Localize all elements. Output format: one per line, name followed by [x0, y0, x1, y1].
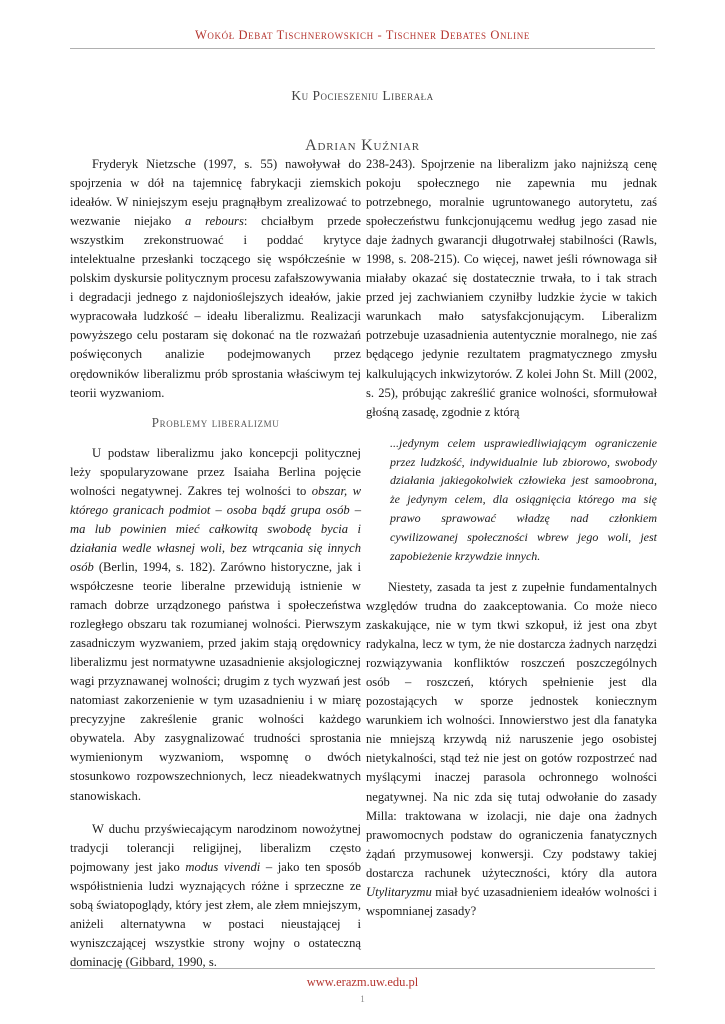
footer-link[interactable]: www.erazm.uw.edu.pl [306, 975, 419, 989]
right-column [366, 155, 657, 921]
emphasis: obszar, w którego granicach podmiot – osoba bądź grupa osób – ma lub powinien mieć całkowitą swobodę bycia i działania wedle własnej woli, bez wtrącania się innych osób [70, 483, 361, 574]
paragraph [366, 578, 657, 921]
section-heading: Problemy liberalizmu [151, 414, 280, 430]
emphasis: a rebours [185, 214, 244, 229]
emphasis: Utylitaryzmu [366, 884, 432, 899]
quote-text: ...jedynym celem usprawiedliwiającym ograniczenie przez ludzkość, indywidualnie lub zbiorowo, swobody działania jakiegokolwiek człowieka jest samoobrona, że jedynym celem, dla osiągnięcia którego ma się prawo sprawować władzę nad członkiem cywilizowanej społeczności wbrew jego woli, jest zapobieżenie krzywdzie innych. [390, 435, 657, 564]
block-quote [390, 434, 657, 566]
text-span: Fryderyk Nietzsche (1997, s. 55) nawoływał do spojrzenia w dół na tajemnicę fabrykacji ziemskich ideałów. W niniejszym eseju pragnąłbym zrealizować to wezwanie niejako [70, 157, 361, 229]
text-span: W duchu przyświecającym narodzinom nowożytnej tradycji tolerancji religijnej, liberalizm często pojmowany jest jako [70, 821, 361, 874]
paragraph [70, 820, 361, 972]
text-span: miał być uzasadnieniem ideałów wolności i wspomnianej zasady? [366, 884, 657, 918]
running-header: Wokół Debat Tischnerowskich - Tischner Debates Online [195, 28, 530, 42]
text-span: (Berlin, 1994, s. 182). Zarówno historyczne, jak i współczesne teorie liberalne przewidują istnienie w ramach dobrze urządzonego państwa i społeczeństwa rozległego obszaru tak rozumianej wolności. Pierwszym zasadniczym wyzwaniem, przed jakim stają orędownicy liberalizmu jest normatywne uzasadnienie aksjologicznej wagi przyznawanej wolności; drugim z tych wyzwań jest natomiast zakorzenienie w tym uzasadnieniu i w miarę precyzyjne zakreślenie granic wolności każdego obywatela. Aby zasygnalizować trudności sprostania wymienionym wyzwaniom, wspomnę o dwóch stosunkowo rozpowszechnionych, lecz nieadekwatnych stanowiskach. [70, 559, 361, 803]
header-divider [70, 48, 655, 49]
footer-divider [70, 968, 655, 969]
author-name: Adrian Kuźniar [305, 137, 420, 154]
left-column [70, 155, 361, 972]
paragraph: 238-243). Spojrzenie na liberalizm jako najniższą cenę pokoju społecznego nie zapewnia mu jednak potrzebnego, moralnie ugruntowanego autorytetu, zaś społeczeństwu funkcjonującemu według jego zasad nie daje żadnych gwarancji długotrwałej stabilności (Rawls, 1998, s. 208-215). Co więcej, nawet jeśli równowaga sił miałaby okazać się dostatecznie trwała, to i tak strach przed jej zachwianiem czyniłby ludzkie życie w takich warunkach mało satysfakcjonującym. Liberalizm potrzebuje uzasadnienia autentycznie moralnego, nie zaś będącego jedynie rezultatem pragmatycznego zmysłu kalkulujących inkwizytorów. Z kolei John St. Mill (2002, s. 25), próbując zakreślić granice wolności, sformułował głośną zasadę, zgodnie z którą [366, 157, 657, 419]
paragraph [70, 444, 361, 806]
text-span: Niestety, zasada ta jest z zupełnie fundamentalnych względów trudna do zaakceptowania. Co może nieco zaskakujące, nie w tym tkwi szkopuł, iż jest ona zbyt radykalna, lecz w tym, że nie dostarcza żadnych narzędzi rozwiązywania konfliktów roszczeń poszczególnych osób – roszczeń, których spełnienie jest dla pozostających w sporze jednostek koniecznym warunkiem ich wolności. Innowierstwo jest dla fanatyka nie mniejszą krzywdą niż naruszenie jego osobistej nietykalności, stąd też nie jest on gotów rozpostrzeć nad myślącymi inaczej parasola ochronnego wolności negatywnej. Na nic zda się tutaj odwołanie do zasady Milla: traktowana w izolacji, nie daje ona żadnych prawomocnych podstaw do ograniczenia fanatycznych żądań przymusowej konwersji. Czy podstawy takiej dostarcza rachunek użyteczności, który dla autora [366, 580, 657, 880]
article-title: Ku Pocieszeniu Liberała [291, 88, 434, 103]
page-number: 1 [360, 994, 365, 1004]
paragraph [70, 155, 361, 403]
text-span: : chciałbym przede wszystkim zrekonstruować i poddać krytyce intelektualne przesłanki toczącego się współcześnie w polskim dyskursie politycznym procesu zafałszowywania i degradacji jednego z najdonioślejszych ideałów, jakie wypracowała ludzkość – ideału liberalizmu. Realizacji powyższego celu postaram się dokonać na tle rozważań poświęconych analizie podejmowanych przez orędowników liberalizmu prób sprostania właściwym tej teorii wyzwaniom. [70, 214, 361, 400]
emphasis: modus vivendi [185, 859, 261, 874]
text-span: – jako ten sposób współistnienia ludzi wyznających różne i sprzeczne ze sobą światopoglądy, który jest złem, ale złem mniejszym, aniżeli alternatywna w postaci nieustającej i wyniszczającej wszystkie strony wojny o ostateczną dominację (Gibbard, 1990, s. [70, 859, 361, 969]
text-span: U podstaw liberalizmu jako koncepcji politycznej leży spopularyzowane przez Isaiaha Berlina pojęcie wolności negatywnej. Zakres tej wolności to [70, 445, 361, 498]
